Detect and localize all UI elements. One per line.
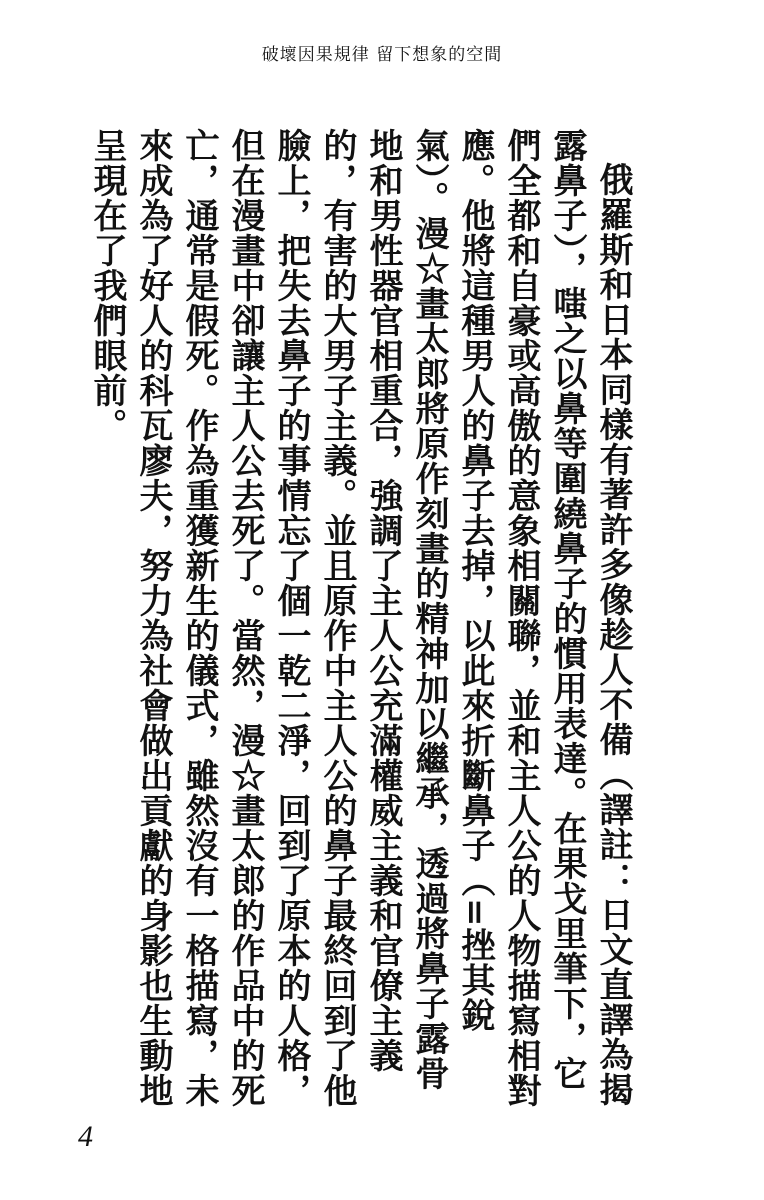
- running-header: 破壞因果規律 留下想象的空間: [261, 45, 503, 65]
- paragraph: 俄羅斯和日本同樣有著許多像趁人不備（譯註：日文直譯為揭露鼻子），嗤之以鼻等圍繞鼻子的慣用表達。在果戈里筆下，它們全都和自豪或高傲的意象相關聯，並和主人公的人物描寫相對應。他將這種男人的鼻子去掉，以此來折斷鼻子（=挫其銳氣）。漫☆畫太郎將原作刻畫的精神加以繼承，透過將鼻子露骨地和男性器官相重合，強調了主人公充滿權威主義和官僚主義的，有害的大男子主義。並且原作中主人公的鼻子最終回到了他臉上，把失去鼻子的事情忘了個一乾二淨，回到了原本的人格，但在漫畫中卻讓主人公去死了。當然，漫☆畫太郎的作品中的死亡，通常是假死。作為重獲新生的儀式，雖然沒有一格描寫，未來成為了好人的科瓦廖夫，努力為社會做出貢獻的身影也生動地呈現在了我們眼前。: [87, 128, 633, 1108]
- page-number: 4: [78, 1120, 93, 1153]
- vertical-body-text: [84, 128, 636, 1118]
